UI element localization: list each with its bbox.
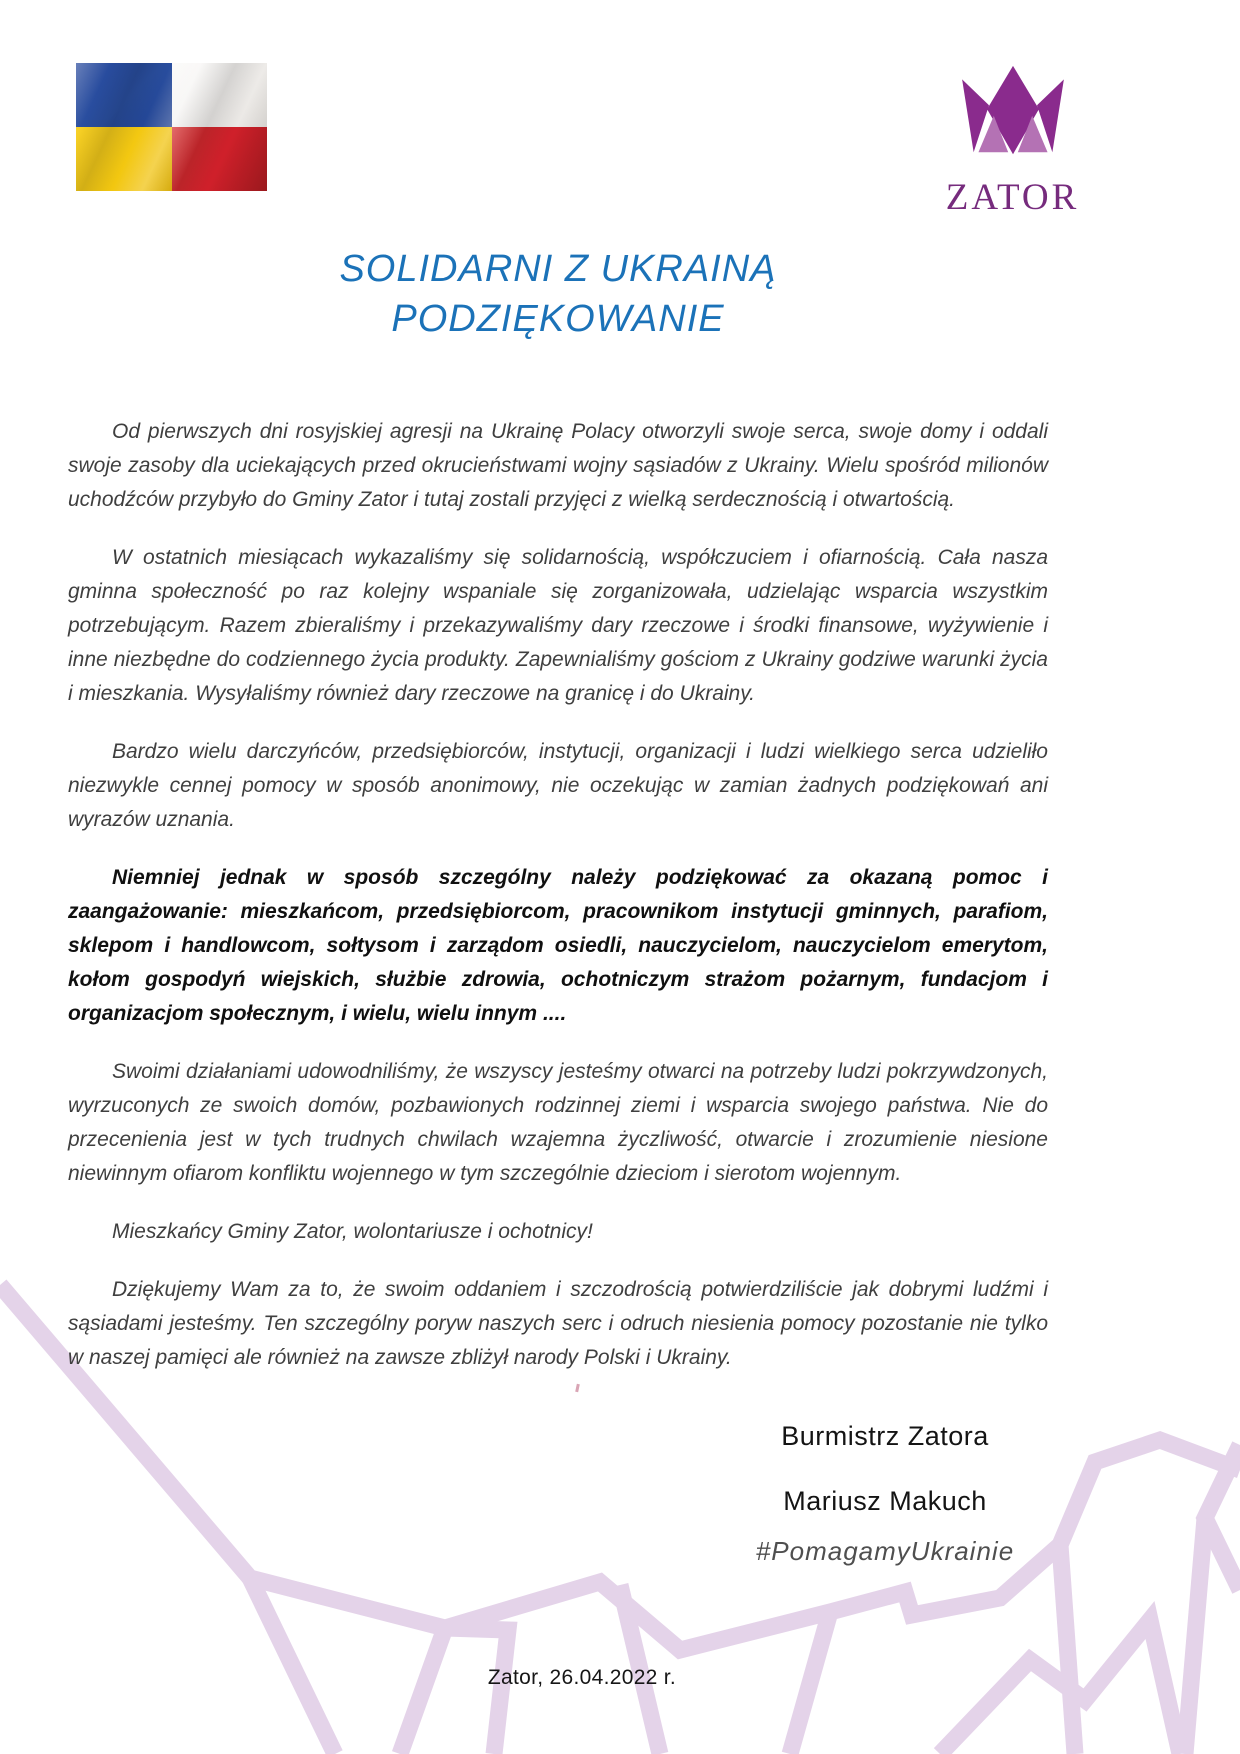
dateline: Zator, 26.04.2022 r. (487, 1666, 677, 1689)
document-title (68, 244, 1048, 344)
crown-icon (949, 63, 1077, 159)
signature-block (680, 1421, 1090, 1566)
salutation-line: Mieszkańcy Gminy Zator, wolontariusze i ochotnicy! (112, 1220, 593, 1243)
paragraph-anonymous-donors: Bardzo wielu darczyńców, przedsiębiorców, instytucji, organizacji i ludzi wielkiego serca udzieliło niezwykle cennej pomocy w sposób anonimowy, nie oczekując w zamian żadnych podziękowań ani wyrazów uznania. (68, 740, 1048, 831)
ukraine-poland-flag-image (76, 63, 267, 191)
signature-hashtag: #PomagamyUkrainie (755, 1536, 1015, 1566)
flag-fabric-sheen (76, 63, 267, 191)
signature-name: Mariusz Makuch (783, 1486, 987, 1516)
title-line-1: SOLIDARNI Z UKRAINĄ (339, 248, 777, 290)
paragraph-thanks: Dziękujemy Wam za to, że swoim oddaniem i szczodrością potwierdziliście jak dobrymi ludźmi i sąsiadami jesteśmy. Ten szczególny poryw naszych serc i odruch niesienia pomocy pozostanie nie tylko w naszej pamięci ale również na zawsze zbliżył narody Polski i Ukrainy. (68, 1278, 1048, 1369)
signature-role: Burmistrz Zatora (781, 1421, 989, 1451)
paragraph-opening: Od pierwszych dni rosyjskiej agresji na Ukrainę Polacy otworzyli swoje serca, swoje domy i oddali swoje zasoby dla uciekających przed okrucieństwami wojny sąsiadów z Ukrainy. Wielu spośród milionów uchodźców przybyło do Gminy Zator i tutaj zostali przyjęci z wielką serdecznością i otwartością. (68, 420, 1048, 511)
letter-body (68, 415, 1048, 1399)
paragraph-acknowledgements: Niemniej jednak w sposób szczególny należy podziękować za okazaną pomoc i zaangażowanie: mieszkańcom, przedsiębiorcom, pracownikom instytucji gminnych, parafiom, sklepom i handlowcom, sołtysom i zarządom osiedli, nauczycielom, nauczycielom emerytom, kołom gospodyń wiejskich, służbie zdrowia, ochotniczym strażom pożarnym, fundacjom i organizacjom społecznym, i wielu, wielu innym .... (68, 866, 1048, 1025)
zator-logo (935, 63, 1090, 216)
paragraph-community-effort: W ostatnich miesiącach wykazaliśmy się solidarnością, współczuciem i ofiarnością. Cała nasza gminna społeczność po raz kolejny wspaniale się zorganizowała, udzielając wsparcia wszystkim potrzebującym. Razem zbieraliśmy i przekazywaliśmy dary rzeczowe i środki finansowe, wyżywienie i inne niezbędne do codziennego życia produkty. Zapewnialiśmy gościom z Ukrainy godziwe warunki życia i mieszkania. Wysyłaliśmy również dary rzeczowe na granicę i do Ukrainy. (68, 546, 1048, 705)
title-line-2: PODZIĘKOWANIE (391, 298, 725, 340)
paragraph-solidarity: Swoimi działaniami udowodniliśmy, że wszyscy jesteśmy otwarci na potrzeby ludzi pokrzywdzonych, wyrzuconych ze swoich domów, pozbawionych rodzinnej ziemi i wsparcia swojego państwa. Nie do przecenienia jest w tych trudnych chwilach wzajemna życzliwość, otwarcie i zrozumienie niesione niewinnym ofiarom konfliktu wojennego w tym szczególnie dzieciom i sierotom wojennym. (68, 1060, 1048, 1185)
zator-wordmark: ZATOR (945, 177, 1080, 218)
